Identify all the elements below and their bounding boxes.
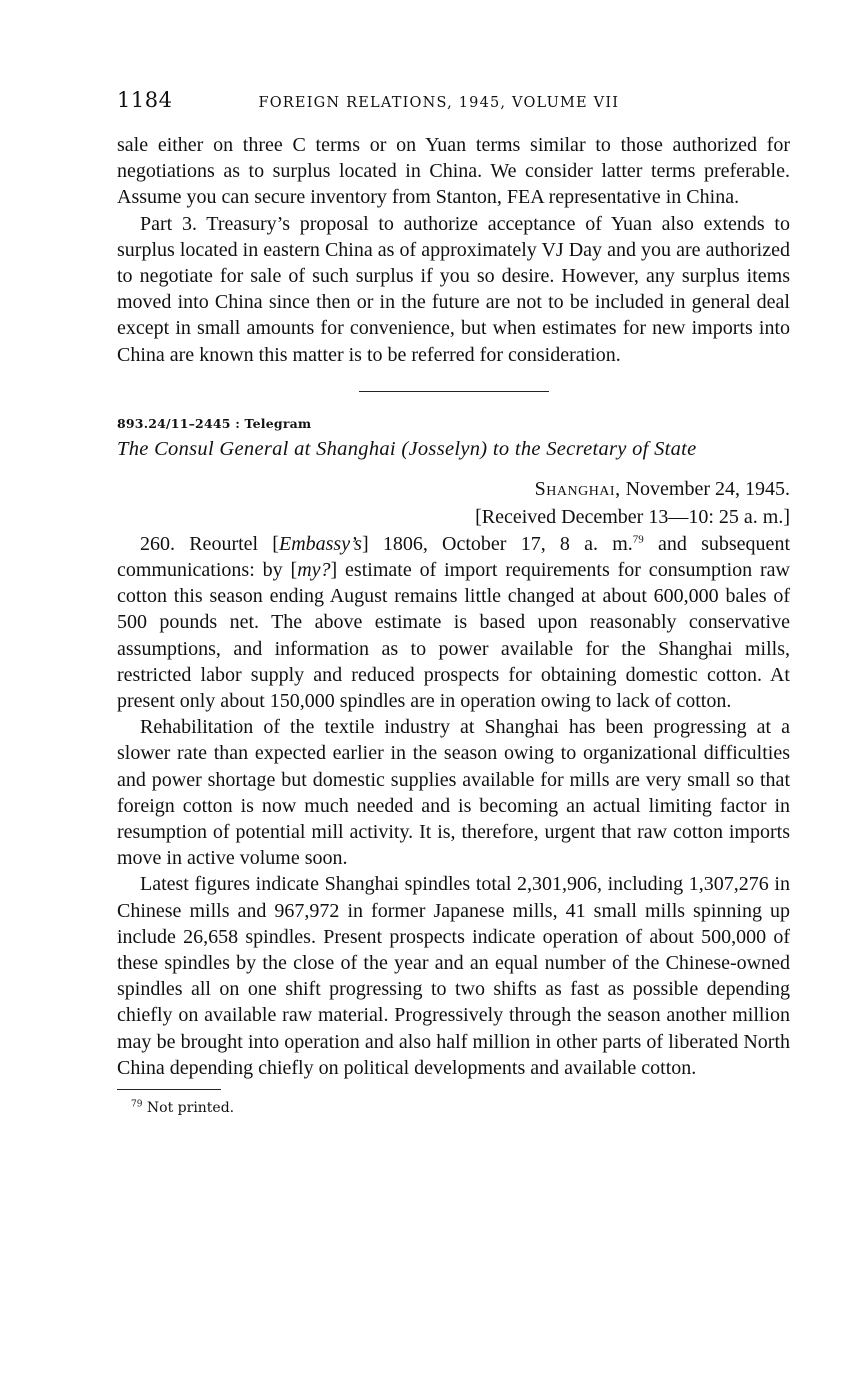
dateline-date: November 24, 1945. — [620, 477, 790, 500]
continued-paragraph: sale either on three C terms or on Yuan terms similar to those authorized for negotiations as to surplus located in China. We consider latter terms preferable. Assume you can secure inventory from Stanton, FEA representative in China. — [117, 134, 790, 209]
received-line: [Received December 13—10: 25 a. m.] — [475, 505, 790, 528]
footnote-text: Not printed. — [142, 1100, 235, 1117]
para1-italic-my: my? — [297, 559, 331, 582]
para1-mid: ] 1806, October 17, 8 a. m. — [361, 532, 633, 555]
document-page — [117, 88, 790, 1116]
para1-mid2: and subsequent communications: by [ — [117, 532, 790, 582]
dateline — [117, 475, 790, 503]
para1-lead: 260. Reourtel [ — [140, 532, 279, 555]
para1-rest: ] estimate of import requirements for consumption raw cotton this season ending August remains little changed at about 600,000 bales of 500 pounds net. The above estimate is based upon reasonably conservative assumptions, and information as to power available for the Shanghai mills, restricted labor supply and reduced prospects for obtaining domestic cotton. At present only about 150,000 spindles are in operation owing to lack of cotton. — [117, 559, 791, 713]
dateline-place: Shanghai, — [534, 477, 621, 500]
footnote-mark: 79 — [131, 1099, 143, 1110]
footnote-reference[interactable]: 79 — [632, 533, 644, 546]
continued-paragraph-part3: Part 3. Treasury’s proposal to authorize acceptance of Yuan also extends to surplus located in eastern China as of approximately VJ Day and you are authorized to negotiate for sale of such surplus if you so desire. However, any surplus items moved into China since then or in the future are not to be included in general deal except in small amounts for convenience, but when estimates for new imports into China are known this matter is to be referred for consideration. — [117, 212, 790, 366]
document-title: The Consul General at Shanghai (Josselyn) to the Secretary of State — [117, 437, 697, 460]
telegram-paragraph-3: Latest figures indicate Shanghai spindles total 2,301,906, including 1,307,276 in Chinese mills and 967,972 in former Japanese mills, 41 small mills spinning up include 26,658 spindles. Present prospects indicate operation of about 500,000 of these spindles by the close of the year and an equal number of the Chinese-owned spindles all on one shift progressing to two shifts as fast as possible depending chiefly on available raw material. Progressively through the season another million may be brought into operation and also half million in other parts of liberated North China depending chiefly on political developments and available cotton. — [117, 873, 790, 1079]
section-divider — [359, 391, 549, 392]
file-reference: 893.24/11–2445 : Telegram — [117, 415, 312, 431]
page-header — [117, 88, 790, 118]
running-head: FOREIGN RELATIONS, 1945, VOLUME VII — [258, 95, 620, 111]
footnote-divider — [117, 1089, 221, 1090]
page-number: 1184 — [117, 88, 173, 112]
para1-italic-embassy: Embassy’s — [278, 532, 362, 555]
telegram-paragraph-1 — [117, 531, 790, 714]
telegram-paragraph-2: Rehabilitation of the textile industry at Shanghai has been progressing at a slower rate than expected earlier in the season owing to organizational difficulties and power shortage but domestic supplies available for mills are very small so that foreign cotton is now much needed and is becoming an actual limiting factor in resumption of potential mill activity. It is, therefore, urgent that raw cotton imports move in active volume soon. — [117, 716, 790, 870]
footnote — [131, 1100, 790, 1116]
